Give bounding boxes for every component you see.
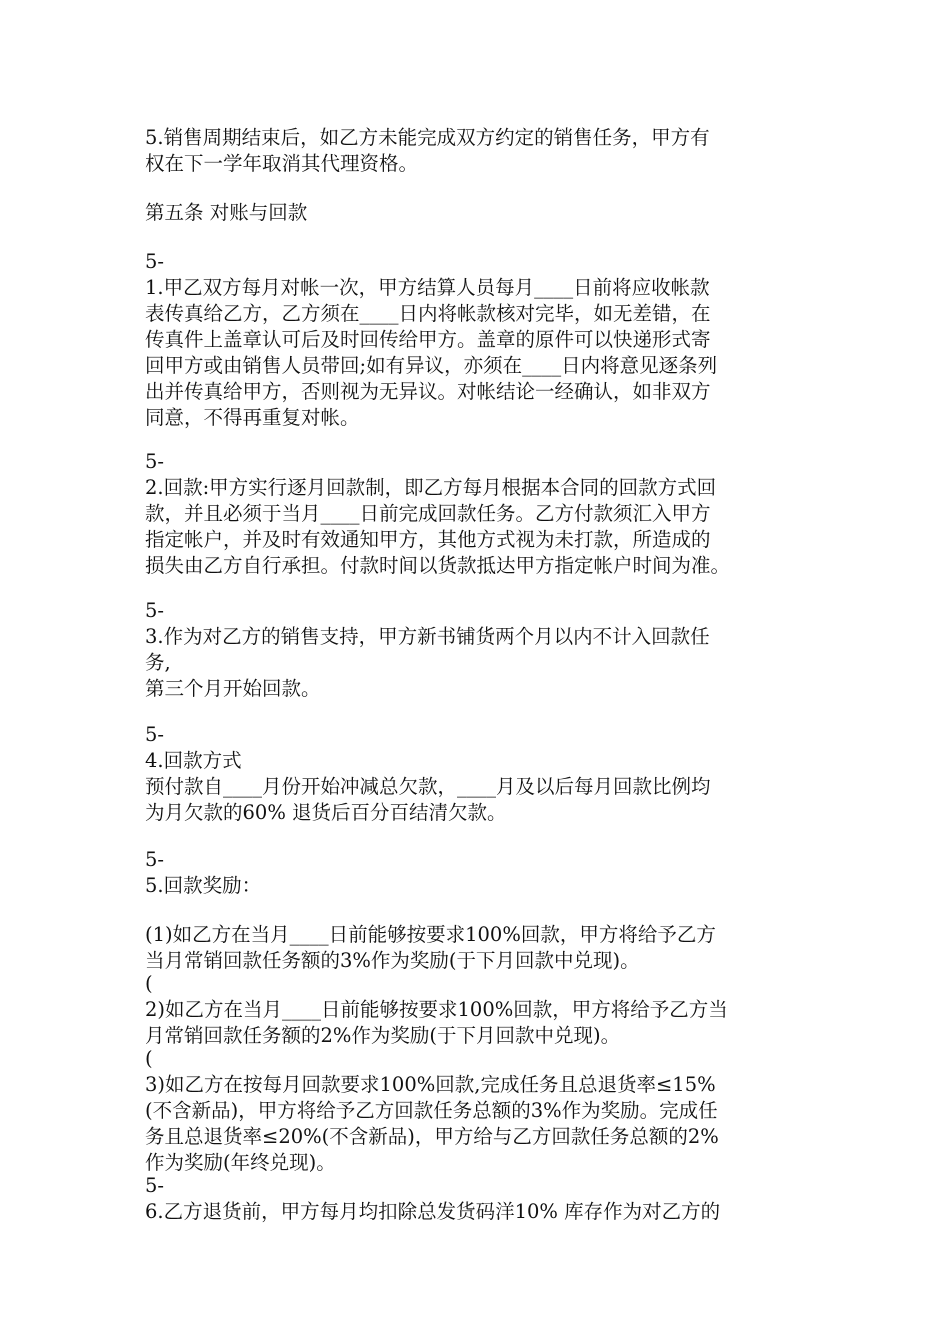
text-line: 权在下一学年取消其代理资格。 (145, 152, 419, 175)
text-line: 3.作为对乙方的销售支持，甲方新书铺货两个月以内不计入回款任 (145, 625, 710, 648)
clause-number: 5- (145, 250, 164, 273)
text-line: 作为奖励(年终兑现)。 (145, 1151, 336, 1174)
text-line: 表传真给乙方，乙方须在____日内将帐款核对完毕，如无差错，在 (145, 302, 711, 325)
text-line: 务且总退货率≤20%(不含新品)，甲方给与乙方回款任务总额的2% (145, 1125, 719, 1148)
text-line: ( (145, 972, 153, 995)
text-line: 为月欠款的60% 退货后百分百结清欠款。 (145, 801, 507, 824)
text-line: 4.回款方式 (145, 749, 242, 772)
text-line: 2)如乙方在当月____日前能够按要求100%回款，甲方将给予乙方当 (145, 998, 728, 1021)
text-line: (不含新品)，甲方将给予乙方回款任务总额的3%作为奖励。完成任 (145, 1099, 718, 1122)
text-line: 6.乙方退货前，甲方每月均扣除总发货码洋10% 库存作为对乙方的 (145, 1200, 721, 1223)
clause-number: 5- (145, 599, 164, 622)
text-line: 传真件上盖章认可后及时回传给甲方。盖章的原件可以快递形式寄 (145, 328, 711, 351)
text-line: 款，并且必须于当月____日前完成回款任务。乙方付款须汇入甲方 (145, 502, 711, 525)
text-line: 损失由乙方自行承担。付款时间以货款抵达甲方指定帐户时间为准。 (145, 554, 731, 577)
text-line: 第三个月开始回款。 (145, 677, 321, 700)
text-line: 2.回款:甲方实行逐月回款制，即乙方每月根据本合同的回款方式回 (145, 476, 717, 499)
text-line: 出并传真给甲方，否则视为无异议。对帐结论一经确认，如非双方 (145, 380, 711, 403)
text-line: 指定帐户，并及时有效通知甲方，其他方式视为未打款，所造成的 (145, 528, 711, 551)
text-line: (1)如乙方在当月____日前能够按要求100%回款，甲方将给予乙方 (145, 923, 716, 946)
text-line: 5.回款奖励： (145, 874, 262, 897)
text-line: 3)如乙方在按每月回款要求100%回款,完成任务且总退货率≤15% (145, 1073, 716, 1096)
text-line: ( (145, 1047, 153, 1070)
text-line: 1.甲乙双方每月对帐一次，甲方结算人员每月____日前将应收帐款 (145, 276, 710, 299)
text-line: 务, (145, 651, 171, 674)
clause-number: 5- (145, 848, 164, 871)
clause-number: 5- (145, 450, 164, 473)
text-line: 5.销售周期结束后，如乙方未能完成双方约定的销售任务，甲方有 (145, 126, 710, 149)
text-line: 同意，不得再重复对帐。 (145, 406, 360, 429)
text-line: 回甲方或由销售人员带回;如有异议，亦须在____日内将意见逐条列 (145, 354, 718, 377)
text-line: 当月常销回款任务额的3%作为奖励(于下月回款中兑现)。 (145, 949, 640, 972)
clause-number: 5- (145, 723, 164, 746)
text-line: 月常销回款任务额的2%作为奖励(于下月回款中兑现)。 (145, 1024, 621, 1047)
clause-number: 5- (145, 1174, 164, 1197)
section-heading: 第五条 对账与回款 (145, 201, 308, 224)
text-line: 预付款自____月份开始冲减总欠款，____月及以后每月回款比例均 (145, 775, 711, 798)
